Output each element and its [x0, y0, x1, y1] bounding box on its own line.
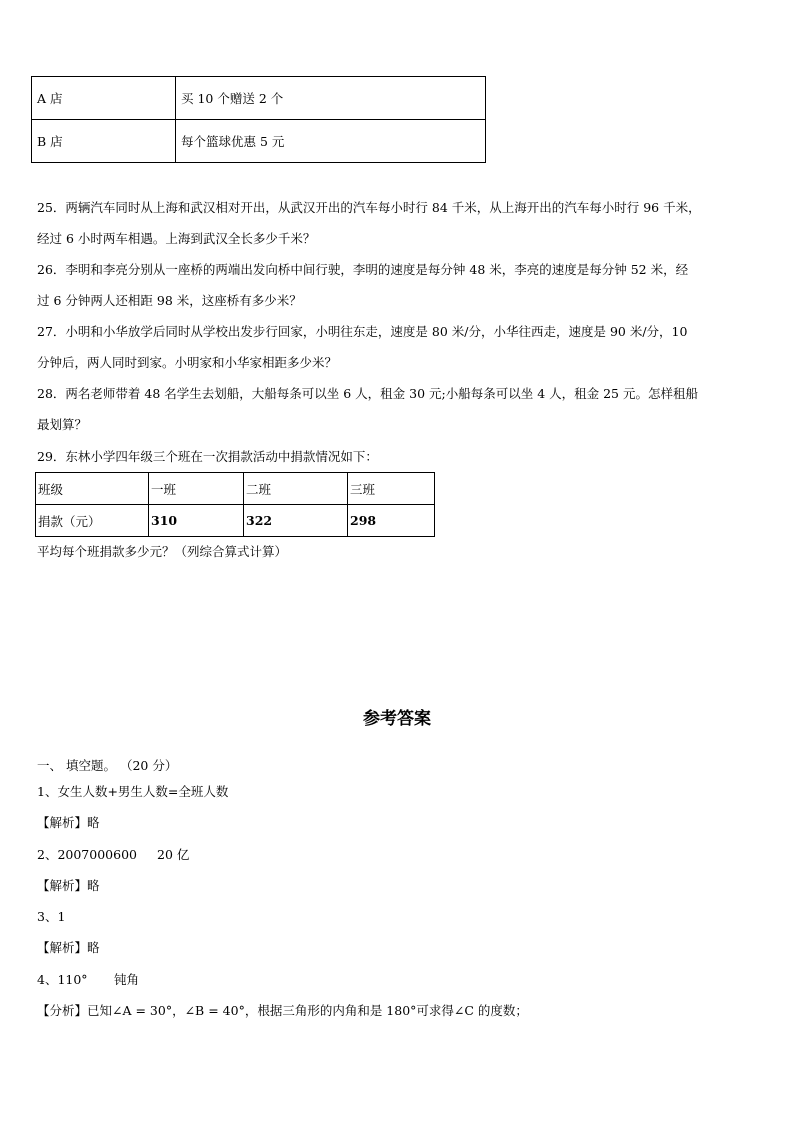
answers-section-heading: 一、 填空题。 （20 分） — [37, 758, 178, 773]
question-28-line1: 28．两名老师带着 48 名学生去划船，大船每条可以坐 6 人，租金 30 元;小船每条可以坐 4 人，租金 25 元。怎样租船 — [37, 386, 698, 401]
answer-1-note: 【解析】略 — [37, 815, 100, 830]
answer-3-note: 【解析】略 — [37, 940, 100, 955]
table-header-cell: 三班 — [348, 473, 435, 505]
answer-3: 3、1 — [37, 909, 66, 924]
table-cell: B 店 — [32, 120, 176, 163]
question-25-line2: 经过 6 小时两车相遇。上海到武汉全长多少千米？ — [37, 231, 316, 246]
table-header-cell: 一班 — [149, 473, 244, 505]
donation-table — [35, 472, 435, 537]
table-header-cell: 二班 — [244, 473, 348, 505]
question-25-line1: 25．两辆汽车同时从上海和武汉相对开出，从武汉开出的汽车每小时行 84 千米，从上海开出的汽车每小时行 96 千米， — [37, 200, 701, 215]
answer-2: 2、2007000600 — [37, 847, 137, 862]
table-cell: 298 — [348, 505, 435, 537]
answer-2-second: 20 亿 — [157, 847, 190, 862]
table-row — [36, 473, 435, 505]
table-cell: 捐款（元） — [36, 505, 149, 537]
question-27-line2: 分钟后，两人同时到家。小明家和小华家相距多少米？ — [37, 355, 338, 370]
question-29-intro: 29．东林小学四年级三个班在一次捐款活动中捐款情况如下： — [37, 449, 378, 464]
table-cell: A 店 — [32, 77, 176, 120]
answer-4-second: 钝角 — [114, 972, 140, 987]
table-cell: 322 — [244, 505, 348, 537]
answer-1: 1、女生人数+男生人数=全班人数 — [37, 784, 229, 799]
table-cell: 每个篮球优惠 5 元 — [176, 120, 486, 163]
answer-2-note: 【解析】略 — [37, 878, 100, 893]
answers-title: 参考答案 — [363, 709, 431, 729]
question-27-line1: 27．小明和小华放学后同时从学校出发步行回家，小明往东走，速度是 80 米/分，小华往西走，速度是 90 米/分，10 — [37, 324, 688, 339]
table-header-cell: 班级 — [36, 473, 149, 505]
table-row — [36, 505, 435, 537]
question-29-ask: 平均每个班捐款多少元？（列综合算式计算） — [37, 544, 288, 559]
table-row — [32, 77, 486, 120]
question-26-line2: 过 6 分钟两人还相距 98 米，这座桥有多少米？ — [37, 293, 302, 308]
question-28-line2: 最划算？ — [37, 417, 88, 432]
table-cell: 310 — [149, 505, 244, 537]
table-row — [32, 120, 486, 163]
shop-table — [31, 76, 486, 163]
question-26-line1: 26．李明和李亮分别从一座桥的两端出发向桥中间行驶，李明的速度是每分钟 48 米，李亮的速度是每分钟 52 米，经 — [37, 262, 689, 277]
table-cell: 买 10 个赠送 2 个 — [176, 77, 486, 120]
answer-4-analysis: 【分析】已知∠A = 30°，∠B = 40°，根据三角形的内角和是 180°可求得∠C 的度数； — [37, 1003, 528, 1018]
answer-4: 4、110° — [37, 972, 88, 987]
